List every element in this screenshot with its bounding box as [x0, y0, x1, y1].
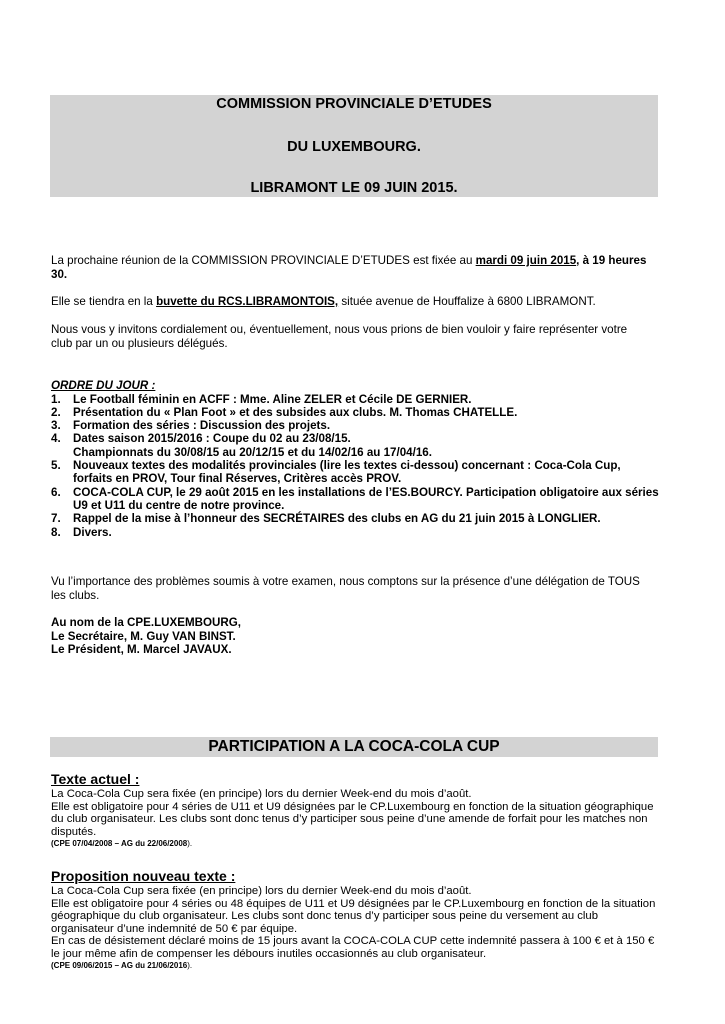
agenda-item-text: COCA-COLA CUP, le 29 août 2015 en les installations de l’ES.BOURCY. Participation obligatoire aux séries U9 et U11 du centre de notre province. — [73, 485, 659, 512]
proposal-body — [51, 885, 661, 973]
agenda-item — [51, 419, 661, 432]
agenda-item-number: 8. — [51, 525, 61, 539]
intro-paragraph-3: Nous vous y invitons cordialement ou, éventuellement, nous vous prions de bien vouloir y faire représenter votre club par un ou plusieurs délégués. — [51, 323, 628, 350]
reference-text: (CPE 07/04/2008 – AG du 22/06/2008 — [51, 839, 188, 848]
agenda-item-text: Divers. — [73, 525, 112, 539]
closing-paragraph: Vu l’importance des problèmes soumis à votre examen, nous comptons sur la présence d’une délégation de TOUS les clubs. — [51, 575, 640, 602]
agenda-item — [51, 512, 661, 525]
agenda-item — [51, 393, 661, 406]
signature-block — [51, 616, 661, 657]
header-banner — [50, 95, 658, 197]
proposal-reference — [51, 960, 661, 973]
agenda-item — [51, 459, 661, 486]
agenda-item-text: Dates saison 2015/2016 : Coupe du 02 au 23/08/15. — [73, 432, 351, 446]
meeting-time: , à 19 heures 30. — [51, 254, 647, 281]
header-title-line1: COMMISSION PROVINCIALE D’ETUDES — [216, 96, 492, 112]
agenda-title: ORDRE DU JOUR : — [51, 379, 156, 392]
proposal-p1: La Coca-Cola Cup sera fixée (en principe) lors du dernier Week-end du mois d’août. — [51, 885, 472, 897]
agenda-item — [51, 432, 661, 459]
agenda-item-number: 5. — [51, 459, 61, 473]
proposal-p3: En cas de désistement déclaré moins de 15 jours avant la COCA-COLA CUP cette indemnité passera à 100 € et à 150 € le jour même afin de compenser les débours inutiles occasionnés au club organisateur. — [51, 935, 655, 960]
agenda — [51, 379, 661, 539]
agenda-list — [51, 393, 661, 539]
agenda-item-text: Présentation du « Plan Foot » et des subsides aux clubs. M. Thomas CHATELLE. — [73, 405, 518, 419]
header-title-line3: LIBRAMONT LE 09 JUIN 2015. — [250, 180, 458, 196]
intro-text: située avenue de Houffalize à 6800 LIBRAMONT. — [338, 295, 596, 308]
agenda-item-number: 3. — [51, 419, 61, 433]
agenda-item-text: Rappel de la mise à l’honneur des SECRÉTAIRES des clubs en AG du 21 juin 2015 à LONGLIER. — [73, 512, 601, 526]
agenda-item-number: 1. — [51, 392, 61, 406]
proposal-heading: Proposition nouveau texte : — [51, 868, 236, 884]
current-text-heading: Texte actuel : — [51, 771, 140, 787]
current-text-p1: La Coca-Cola Cup sera fixée (en principe) lors du dernier Week-end du mois d’août. — [51, 788, 472, 800]
agenda-item-number: 6. — [51, 485, 61, 499]
signature-line-1: Au nom de la CPE.LUXEMBOURG, — [51, 616, 242, 629]
intro-paragraph-1 — [51, 254, 661, 281]
agenda-item-number: 7. — [51, 512, 61, 526]
intro-text: La prochaine réunion de la COMMISSION PROVINCIALE D’ETUDES est fixée au — [51, 254, 476, 267]
current-text-reference — [51, 838, 661, 851]
agenda-item-number: 2. — [51, 405, 61, 419]
agenda-item-text: Championnats du 30/08/15 au 20/12/15 et du 14/02/16 au 17/04/16. — [73, 445, 432, 459]
agenda-item — [51, 526, 661, 539]
agenda-item-text: Nouveaux textes des modalités provinciales (lire les textes ci-dessou) concernant : Coca-Cola Cup, forfaits en PROV, Tour final Réserves, Critères accès PROV. — [73, 459, 621, 486]
agenda-item-number: 4. — [51, 432, 61, 446]
meeting-place: buvette du RCS.LIBRAMONTOIS, — [156, 295, 339, 308]
current-text-body — [51, 788, 661, 851]
current-text-p2: Elle est obligatoire pour 4 séries de U11 et U9 désignées par le CP.Luxembourg en fonction de la situation géographique du club organisateur. Les clubs sont donc tenus d’y participer sous peine d’une amende de forfait pour les matches non disputés. — [51, 800, 654, 838]
agenda-item-text: Le Football féminin en ACFF : Mme. Aline ZELER et Cécile DE GERNIER. — [73, 392, 472, 406]
reference-text: (CPE 09/06/2015 – AG du 21/06/2016 — [51, 961, 188, 970]
proposal-p2: Elle est obligatoire pour 4 séries ou 48 équipes de U11 et U9 désignées par le CP.Luxembourg en fonction de la situation géographique du club organisateur. Les clubs sont donc tenus d’y participer sous peine du versement au club organisateur d’une indemnité de 50 € par équipe. — [51, 897, 656, 935]
signature-line-2: Le Secrétaire, M. Guy VAN BINST. — [51, 629, 236, 643]
reference-end: ). — [187, 961, 193, 970]
meeting-date: mardi 09 juin 2015 — [475, 254, 577, 267]
signature-line-3: Le Président, M. Marcel JAVAUX. — [51, 643, 232, 657]
intro-text: Elle se tiendra en la — [51, 295, 157, 308]
agenda-item — [51, 486, 661, 513]
agenda-item-text: Formation des séries : Discussion des projets. — [73, 419, 331, 433]
agenda-item — [51, 406, 661, 419]
intro-paragraph-2 — [51, 295, 661, 309]
section-title-coca-cola-cup: PARTICIPATION A LA COCA-COLA CUP — [50, 737, 658, 757]
reference-end: ). — [187, 839, 193, 848]
header-title-line2: DU LUXEMBOURG. — [287, 139, 421, 155]
